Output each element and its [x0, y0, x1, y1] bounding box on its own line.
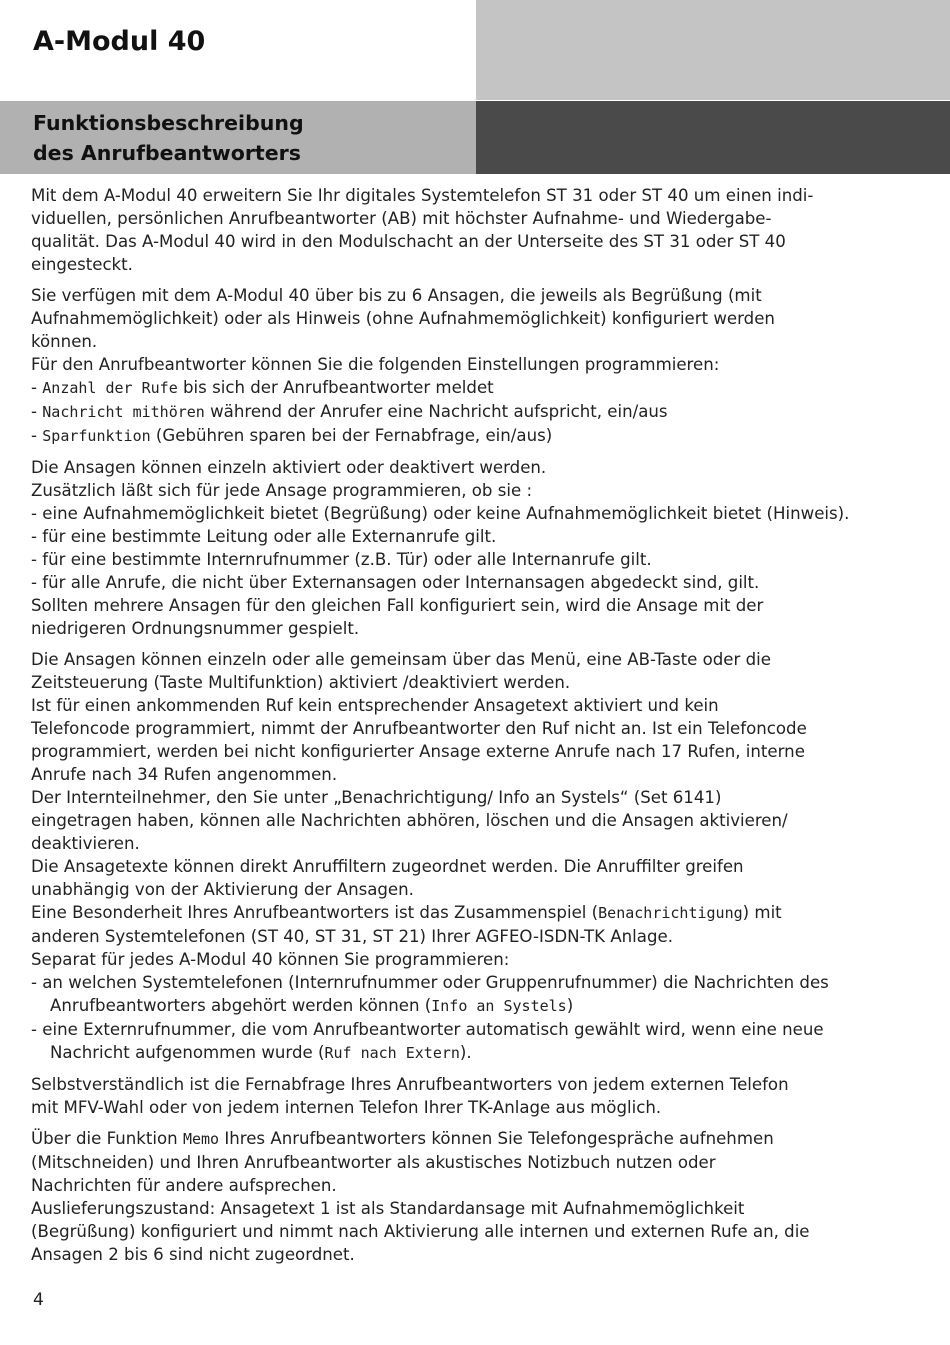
dash: - — [31, 426, 43, 445]
text-line: eingesteckt. — [31, 255, 133, 274]
dash: - — [31, 378, 43, 397]
list-item: - eine Aufnahmemöglichkeit bietet (Begrüßung) oder keine Aufnahmemöglichkeit bietet (Hinweis). — [31, 504, 850, 523]
text-line: Zusätzlich läßt sich für jede Ansage programmieren, ob sie : — [31, 481, 533, 500]
list-item: - für eine bestimmte Internrufnummer (z.B. Tür) oder alle Internanrufe gilt. — [31, 550, 652, 569]
text-line: Sollten mehrere Ansagen für den gleichen Fall konfiguriert sein, wird die Ansage mit der — [31, 596, 764, 615]
display-term: Info an Systels — [431, 997, 567, 1015]
text-line: Die Ansagen können einzeln aktiviert oder deaktivert werden. — [31, 458, 547, 477]
text-line: viduellen, persönlichen Anrufbeantworter (AB) mit höchster Aufnahme- und Wiedergabe- — [31, 209, 772, 228]
setting-item — [31, 376, 911, 400]
text-line: Separat für jedes A-Modul 40 können Sie programmieren: — [31, 950, 510, 969]
text-part: ). — [459, 1043, 472, 1062]
section-heading — [33, 108, 304, 168]
list-item — [31, 971, 900, 1018]
subtitle-band-dark — [476, 101, 950, 174]
text-line: anderen Systemtelefonen (ST 40, ST 31, ST 21) Ihrer AGFEO-ISDN-TK Anlage. — [31, 927, 673, 946]
text-line: Anrufe nach 34 Rufen angenommen. — [31, 765, 338, 784]
text-line: Aufnahmemöglichkeit) oder als Hinweis (ohne Aufnahmemöglichkeit) konfiguriert werden — [31, 309, 775, 328]
header-gray-block — [476, 0, 950, 100]
text-part: - eine Externrufnummer, die vom Anrufbeantworter automatisch gewählt wird, wenn eine neue Nachricht aufgenommen wurde ( — [31, 1020, 824, 1062]
text-line: unabhängig von der Aktivierung der Ansagen. — [31, 880, 414, 899]
text-part: Über die Funktion — [31, 1129, 183, 1148]
list-item: - für alle Anrufe, die nicht über Externansagen oder Internansagen abgedeckt sind, gilt. — [31, 573, 760, 592]
text-line: qualität. Das A-Modul 40 wird in den Modulschacht an der Unterseite des ST 31 oder ST 40 — [31, 232, 786, 251]
text-line: Sie verfügen mit dem A-Modul 40 über bis zu 6 Ansagen, die jeweils als Begrüßung (mit — [31, 286, 762, 305]
display-term: Benachrichtigung — [598, 904, 743, 922]
display-term: Sparfunktion — [42, 427, 151, 445]
text-line: Selbstverständlich ist die Fernabfrage Ihres Anrufbeantworters von jedem externen Telefon — [31, 1075, 789, 1094]
text-line: (Begrüßung) konfiguriert und nimmt nach Aktivierung alle internen und externen Rufe an, die — [31, 1222, 810, 1241]
setting-text: bis sich der Anrufbeantworter meldet — [177, 378, 494, 397]
display-term: Ruf nach Extern — [324, 1044, 460, 1062]
text-line: eingetragen haben, können alle Nachrichten abhören, löschen und die Ansagen aktivieren/ — [31, 811, 788, 830]
text-line: Der Internteilnehmer, den Sie unter „Benachrichtigung/ Info an Systels“ (Set 6141) — [31, 788, 722, 807]
section-heading-line1: Funktionsbeschreibung — [33, 111, 304, 135]
page-number: 4 — [33, 1290, 44, 1310]
display-term: Nachricht mithören — [42, 403, 205, 421]
list-item — [31, 1018, 870, 1065]
text-line: Für den Anrufbeantworter können Sie die folgenden Einstellungen programmieren: — [31, 355, 720, 374]
text-line: Nachrichten für andere aufsprechen. — [31, 1176, 337, 1195]
dash: - — [31, 402, 43, 421]
text-part: ) — [566, 996, 574, 1015]
text-line: Ansagen 2 bis 6 sind nicht zugeordnet. — [31, 1245, 355, 1264]
text-part: - an welchen Systemtelefonen (Internrufnummer oder Gruppenrufnummer) die Nachrichten des Anrufbeantworters abgehört werden können ( — [31, 973, 829, 1015]
text-line: Zeitsteuerung (Taste Multifunktion) aktiviert /deaktiviert werden. — [31, 673, 571, 692]
text-line: mit MFV-Wahl oder von jedem internen Telefon Ihrer TK-Anlage aus möglich. — [31, 1098, 662, 1117]
text-part: Eine Besonderheit Ihres Anrufbeantworters ist das Zusammenspiel ( — [31, 903, 599, 922]
display-term: Memo — [182, 1130, 220, 1148]
text-line: programmiert, werden bei nicht konfigurierter Ansage externe Anrufe nach 17 Rufen, interne — [31, 742, 805, 761]
text-line: Auslieferungszustand: Ansagetext 1 ist als Standardansage mit Aufnahmemöglichkeit — [31, 1199, 745, 1218]
text-line: Mit dem A-Modul 40 erweitern Sie Ihr digitales Systemtelefon ST 31 oder ST 40 um einen indi- — [31, 186, 814, 205]
text-line: Die Ansagetexte können direkt Anruffiltern zugeordnet werden. Die Anruffilter greifen — [31, 857, 744, 876]
text-line: können. — [31, 332, 98, 351]
text-line: Die Ansagen können einzeln oder alle gemeinsam über das Menü, eine AB-Taste oder die — [31, 650, 771, 669]
list-item: - für eine bestimmte Leitung oder alle Externanrufe gilt. — [31, 527, 497, 546]
setting-item — [31, 400, 911, 424]
page-title: A-Modul 40 — [33, 26, 206, 57]
text-line — [31, 1127, 911, 1151]
body-text — [31, 184, 911, 1266]
text-part: ) mit — [742, 903, 782, 922]
text-line: Telefoncode programmiert, nimmt der Anrufbeantworter den Ruf nicht an. Ist ein Telefoncode — [31, 719, 807, 738]
display-term: Anzahl der Rufe — [42, 379, 178, 397]
text-line: deaktivieren. — [31, 834, 140, 853]
text-line — [31, 901, 911, 925]
setting-text: während der Anrufer eine Nachricht aufspricht, ein/aus — [204, 402, 668, 421]
setting-text: (Gebühren sparen bei der Fernabfrage, ein/aus) — [150, 426, 553, 445]
setting-item — [31, 424, 911, 448]
text-line: (Mitschneiden) und Ihren Anrufbeantworter als akustisches Notizbuch nutzen oder — [31, 1153, 716, 1172]
section-heading-line2: des Anrufbeantworters — [33, 141, 301, 165]
text-line: Ist für einen ankommenden Ruf kein entsprechender Ansagetext aktiviert und kein — [31, 696, 719, 715]
text-line: niedrigeren Ordnungsnummer gespielt. — [31, 619, 360, 638]
text-part: Ihres Anrufbeantworters können Sie Telefongespräche aufnehmen — [219, 1129, 774, 1148]
